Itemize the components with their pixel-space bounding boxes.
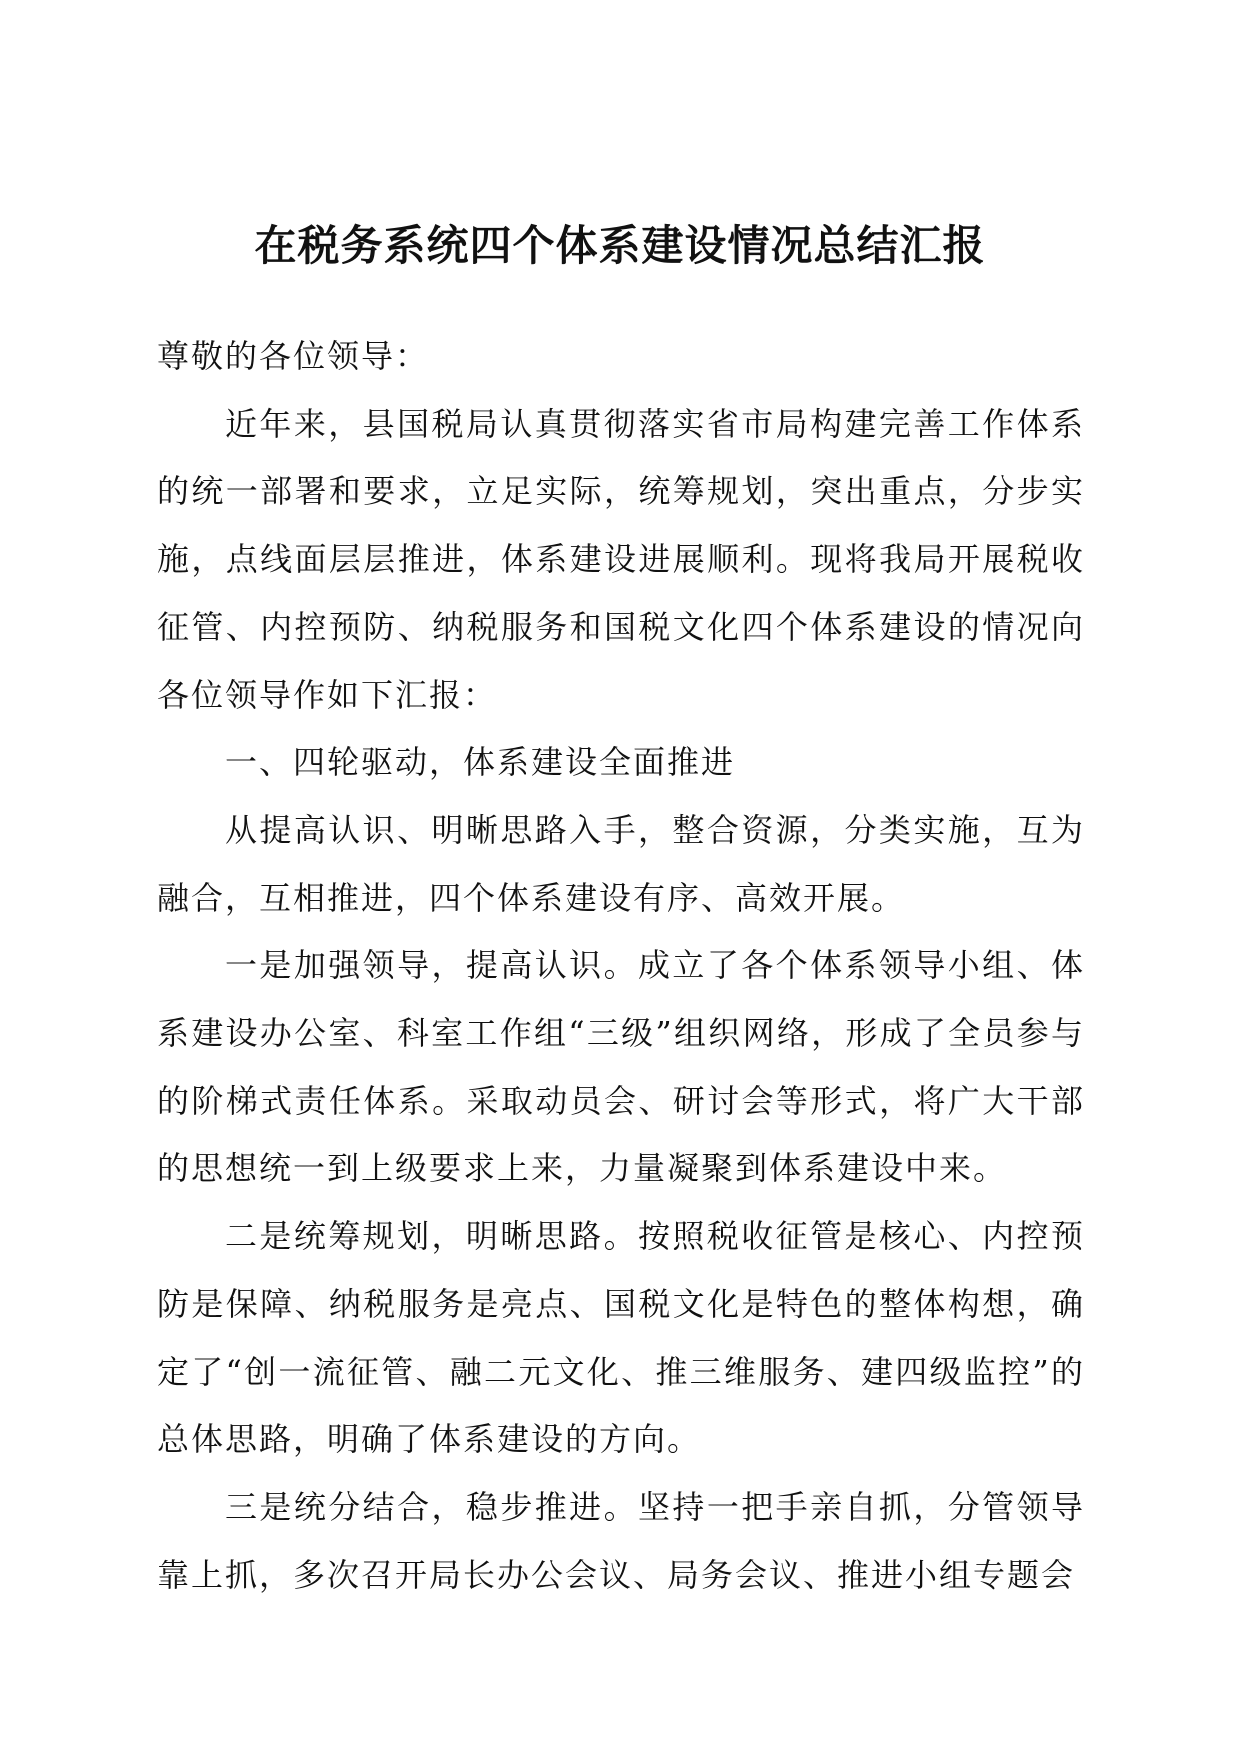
paragraph-point-2: 二是统筹规划，明晰思路。按照税收征管是核心、内控预防是保障、纳税服务是亮点、国税文化是特色的整体构想，确定了“创一流征管、融二元文化、推三维服务、建四级监控”的总体思路，明确了体系建设的方向。 <box>157 1217 1085 1459</box>
section-heading-1: 一、四轮驱动，体系建设全面推进 <box>225 743 736 782</box>
paragraph-point-1: 一是加强领导，提高认识。成立了各个体系领导小组、体系建设办公室、科室工作组“三级”组织网络，形成了全员参与的阶梯式责任体系。采取动员会、研讨会等形式，将广大干部的思想统一到上级要求上来，力量凝聚到体系建设中来。 <box>157 946 1085 1188</box>
salutation: 尊敬的各位领导： <box>157 337 430 375</box>
paragraph-section-1-summary: 从提高认识、明晰思路入手，整合资源，分类实施，互为融合，互相推进，四个体系建设有序、高效开展。 <box>157 810 1085 917</box>
document-title: 在税务系统四个体系建设情况总结汇报 <box>254 221 986 270</box>
document-body <box>157 323 1085 1609</box>
paragraph-point-3: 三是统分结合，稳步推进。坚持一把手亲自抓，分管领导靠上抓，多次召开局长办公会议、局务会议、推进小组专题会 <box>157 1487 1085 1594</box>
paragraph-intro: 近年来，县国税局认真贯彻落实省市局构建完善工作体系的统一部署和要求，立足实际，统筹规划，突出重点，分步实施，点线面层层推进，体系建设进展顺利。现将我局开展税收征管、内控预防、纳税服务和国税文化四个体系建设的情况向各位领导作如下汇报： <box>157 404 1085 714</box>
